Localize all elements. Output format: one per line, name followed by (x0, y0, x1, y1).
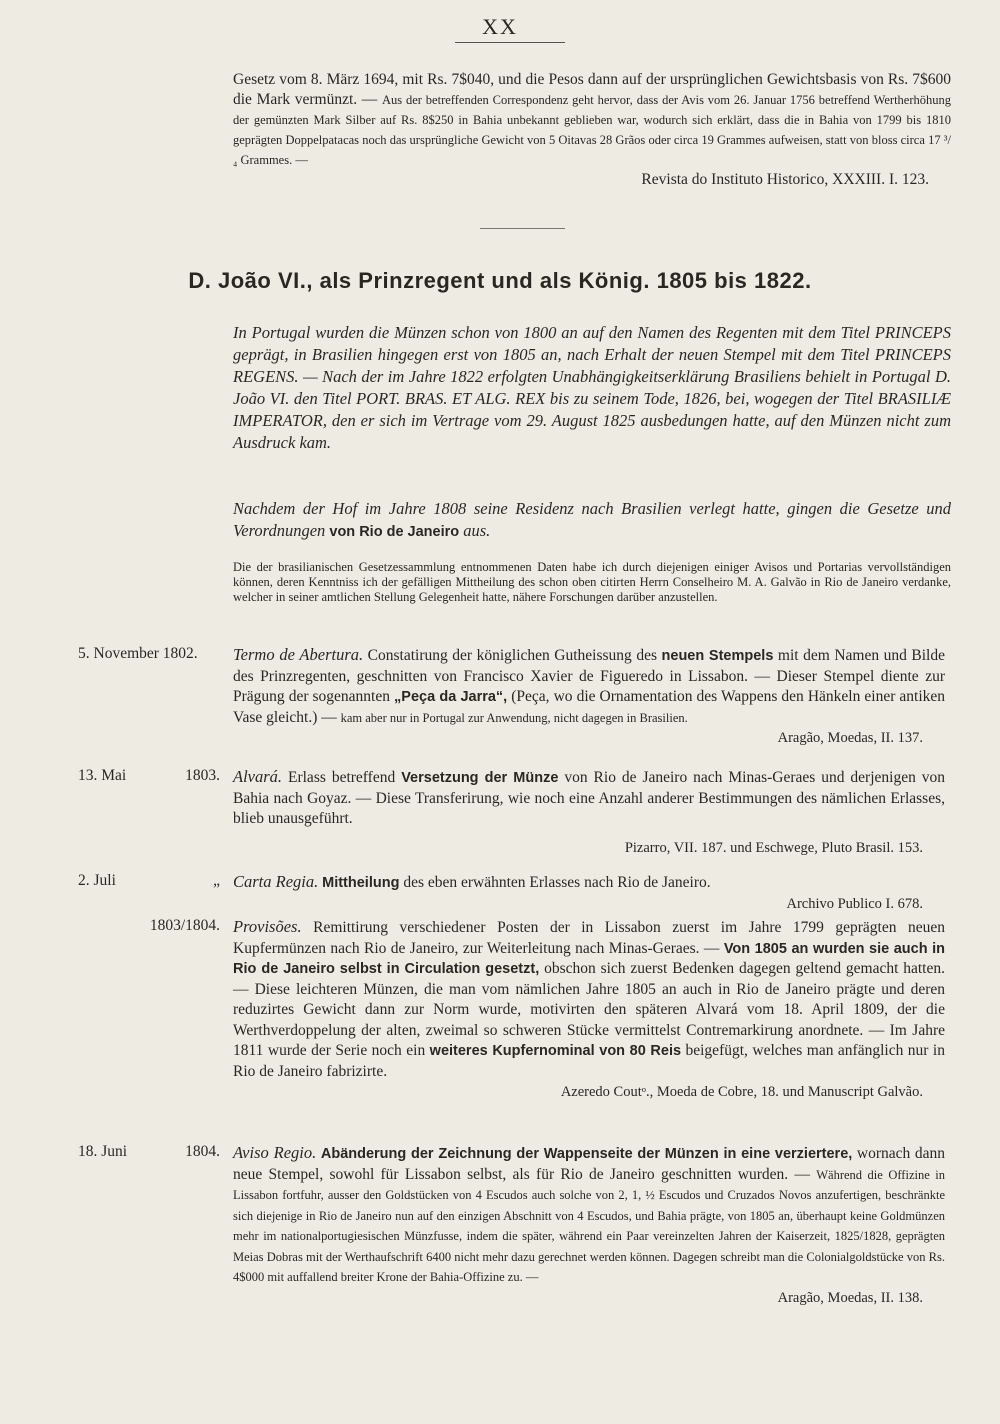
entry-reference: Azeredo Coutᵒ., Moeda de Cobre, 18. und Manuscript Galvão. (560, 1084, 923, 1100)
intro-paragraph (233, 70, 951, 190)
entry-date: 1803/1804. (149, 917, 220, 934)
entry-reference: Aragão, Moedas, II. 137. (777, 730, 923, 746)
entry-reference: Aragão, Moedas, II. 138. (777, 1289, 923, 1306)
entry-bold: Von 1805 an wurden sie auch in Rio de Janeiro selbst in Circulation gesetzt, (233, 940, 946, 977)
entry-text: Remittirung verschiedener Posten der in Lissabon zuerst im Jahre 1799 geprägten neuen Kupfermünzen nach Rio de Janeiro, zur Weiterleitung nach Minas-Geraes. — (233, 919, 945, 957)
italic-paragraph-court (233, 498, 951, 543)
page-number: XX (482, 14, 518, 39)
entry-text: beigefügt, welches man anfänglich nur in Rio de Janeiro fabrizirte. (233, 1042, 945, 1080)
entry-text: Constatirung der königlichen Gutheissung des (367, 647, 657, 664)
entry-title: Aviso Regio. (233, 1143, 317, 1162)
entry-text: obschon sich zuerst Bedenken dagegen geltend gemacht hatten. — Diese leichteren Münzen, die man vom nämlichen Jahre 1805 an auch in Rio de Janeiro prägte und deren reduzirtes Gewicht dann zur Norm wurde, motivirten den späteren Alvará vom 18. April 1809, der die Werthverdoppelung der alten, zweimal so schweren Stücke vermittelst Contremarkirung anordnete. — Im Jahre 1811 wurde der Serie noch ein (233, 960, 945, 1059)
entry-year: 1803. (185, 767, 220, 784)
entry-body (233, 917, 945, 1103)
italic-text-end: aus. (463, 521, 491, 540)
entry-text: des eben erwähnten Erlasses nach Rio de Janeiro. (403, 874, 711, 891)
entry-body (233, 1143, 945, 1308)
entry-text: (Peça, wo die Ornamentation des Wappens den Hänkeln einer antiken Vase gleicht.) — (233, 688, 946, 726)
entry-text: von Rio de Janeiro nach Minas-Geraes und derjenigen von Bahia nach Goyaz. — Diese Transferirung, wie noch eine Anzahl anderer Bestimmungen des nämlichen Erlasses, blieb unausgeführt. (233, 769, 946, 827)
entry-bold: „Peça da Jarra“, (394, 689, 508, 705)
entry-title: Alvará. (233, 767, 283, 786)
entry-year: 1804. (185, 1143, 220, 1160)
section-divider (480, 228, 565, 229)
entry-reference: Archivo Publico I. 678. (786, 895, 923, 912)
entry-reference: Pizarro, VII. 187. und Eschwege, Pluto Brasil. 153. (624, 839, 923, 856)
page-number-rule (455, 42, 565, 43)
intro-text: Gesetz vom 8. März 1694, mit Rs. 7$040, und die Pesos dann auf der ursprünglichen Gewichtsbasis von Rs. 7$600 die Mark vermünzt. — (233, 71, 951, 108)
entry-day: 18. Juni (78, 1143, 128, 1160)
intro-source: Revista do Instituto Historico, XXXIII. I. 123. (641, 171, 929, 188)
entry-day: 13. Mai (78, 767, 127, 784)
entry-body (233, 872, 945, 914)
entry-small-text: kam aber nur in Portugal zur Anwendung, nicht dagegen in Brasilien. (340, 710, 688, 725)
entry-text: wornach dann neue Stempel, sowohl für Lissabon selbst, als für Rio de Janeiro geschnitten wurden. — (233, 1145, 946, 1183)
entry-date: 5. November 1802. (78, 645, 198, 662)
entry-text: mit dem Namen und Bilde des Prinzregenten, geschnitten von Francisco Xavier de Figueredo in Lissabon. — Dieser Stempel diente zur Prägung der sogenannten (233, 647, 945, 705)
intro-small-text: Aus der betreffenden Correspondenz geht hervor, dass der Avis vom 26. Januar 1756 betreffend Wertherhöhung der gemünzten Mark Silber auf Rs. 8$250 in Bahia unbekannt geblieben war, wodurch sich erklärt, dass die in Bahia von 1799 bis 1810 geprägten Doppelpatacas noch das ursprüngliche Gewicht von 5 Oitavas 28 Grãos oder circa 19 Grammes aufweisen, statt von bloss circa 17 ³/₄ Grammes. — (233, 93, 952, 167)
entry-bold: Versetzung der Münze (401, 770, 559, 786)
entry-year: „ (213, 872, 220, 889)
entry-title: Provisões. (233, 917, 302, 936)
bold-place-name: von Rio de Janeiro (329, 524, 460, 540)
entry-bold: weiteres Kupfernominal von 80 Reis (429, 1043, 682, 1059)
entry-title: Carta Regia. (233, 872, 319, 891)
italic-text: Nachdem der Hof im Jahre 1808 seine Residenz nach Brasilien verlegt hatte, gingen die Gesetze und Verordnungen (233, 499, 951, 540)
entry-text: Erlass betreffend (288, 769, 396, 786)
source-note: Die der brasilianischen Gesetzessammlung entnommenen Daten habe ich durch diejenigen einiger Avisos und Portarias vervollständigen können, deren Kenntniss ich der gefälligen Mittheilung des schon oben citirten Herrn Conselheiro M. A. Galvão in Rio de Janeiro verdanke, welcher in seiner amtlichen Stellung Gelegenheit hatte, nähere Forschungen darüber anzustellen. (233, 560, 951, 604)
entry-day: 2. Juli (78, 872, 116, 889)
italic-paragraph-regency: In Portugal wurden die Münzen schon von 1800 an auf den Namen des Regenten mit dem Titel PRINCEPS geprägt, in Brasilien hingegen erst von 1805 an, nach Erhalt der neuen Stempel mit dem Titel PRINCEPS REGENS. — Nach der im Jahre 1822 erfolgten Unabhängigkeitserklärung Brasiliens behielt in Portugal D. João VI. den Titel PORT. BRAS. ET ALG. REX bis zu seinem Tode, 1826, bei, wogegen der Titel BRASILIÆ IMPERATOR, den er sich im Vertrage vom 29. August 1825 ausbedungen hatte, auf den Münzen nicht zum Ausdruck kam. (233, 323, 951, 452)
section-heading: D. João VI., als Prinzregent und als König. 1805 bis 1822. (188, 268, 812, 293)
entry-title: Termo de Abertura. (233, 645, 364, 664)
entry-bold: neuen Stempels (661, 648, 774, 664)
entry-bold: Abänderung der Zeichnung der Wappenseite der Münzen in eine verziertere, (320, 1146, 853, 1162)
entry-bold: Mittheilung (322, 875, 400, 891)
entry-body (233, 767, 945, 858)
entry-small-text: Während die Offizine in Lissabon fortfuhr, ausser den Goldstücken von 4 Escudos auch solche von 2, 1, ½ Escudos und Cruzados Novos anzufertigen, beschränkte sich diejenige in Rio de Janeiro nun auf den einzigen Abschnitt von 4 Escudos, und Bahia prägte, von 1805 an, überhaupt keine Goldmünzen mehr im nationalportugiesischen Münzfusse, indem die später, während ein Paar vereinzelten Jahren der Kaiserzeit, 1825/1828, geprägten Meias Dobras mit der Werthaufschrift 6400 nicht mehr dazu gerechnet werden können. Dagegen schreibt man die Colonialgoldstücke von Rs. 4$000 mit auffallend breiter Krone der Bahia-Offizine zu. — (233, 1167, 946, 1284)
entry-body (233, 645, 945, 749)
